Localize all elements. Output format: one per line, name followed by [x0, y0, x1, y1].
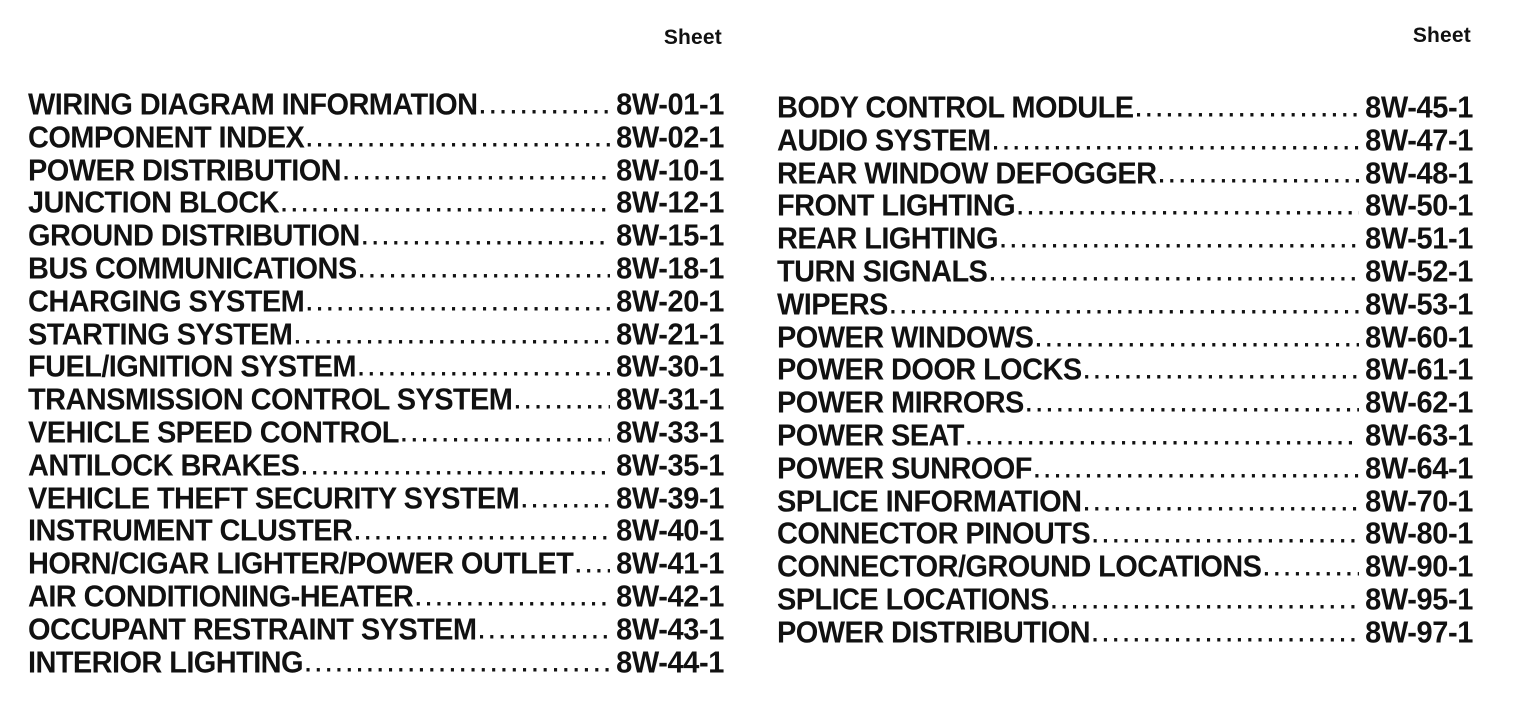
dot-leader	[306, 286, 610, 319]
dot-leader	[1026, 387, 1359, 420]
entry-title: BUS COMMUNICATIONS	[28, 252, 357, 286]
entry-title: INTERIOR LIGHTING	[28, 645, 303, 680]
dot-leader	[1263, 551, 1359, 584]
entry-sheet-number: 8W-48-1	[1365, 156, 1473, 191]
entry-title: OCCUPANT RESTRAINT SYSTEM	[28, 612, 477, 647]
index-entry[interactable]	[28, 482, 724, 516]
index-entry[interactable]	[28, 351, 724, 385]
dot-leader	[1092, 519, 1359, 552]
dot-leader	[478, 614, 610, 647]
index-entry[interactable]	[28, 187, 724, 221]
entry-title: CONNECTOR PINOUTS	[777, 517, 1091, 552]
entry-sheet-number: 8W-62-1	[1365, 386, 1473, 420]
entry-title: TURN SIGNALS	[777, 255, 988, 289]
index-entry[interactable]	[28, 285, 724, 319]
sheet-column-header: Sheet	[663, 26, 722, 49]
dot-leader	[993, 125, 1360, 158]
index-entry[interactable]	[28, 121, 724, 155]
entry-sheet-number: 8W-47-1	[1365, 123, 1473, 158]
index-entry[interactable]	[777, 354, 1473, 388]
dot-leader	[890, 289, 1359, 322]
entry-sheet-number: 8W-40-1	[616, 514, 724, 549]
entry-sheet-number: 8W-02-1	[616, 120, 724, 155]
entry-title: JUNCTION BLOCK	[28, 186, 279, 221]
entry-sheet-number: 8W-10-1	[616, 153, 724, 188]
entry-title: VEHICLE SPEED CONTROL	[28, 416, 399, 450]
dot-leader	[359, 253, 611, 286]
entry-sheet-number: 8W-45-1	[1365, 91, 1473, 125]
sheet-column-header: Sheet	[1412, 24, 1471, 47]
entry-sheet-number: 8W-53-1	[1365, 287, 1473, 322]
entry-title: TRANSMISSION CONTROL SYSTEM	[28, 383, 513, 417]
index-entry[interactable]	[777, 288, 1473, 322]
dot-leader	[989, 256, 1359, 289]
entry-title: VEHICLE THEFT SECURITY SYSTEM	[28, 481, 520, 516]
dot-leader	[1083, 486, 1359, 519]
index-entry[interactable]	[777, 222, 1473, 256]
dot-leader	[306, 122, 610, 155]
entry-title: CHARGING SYSTEM	[28, 284, 305, 319]
entry-sheet-number: 8W-44-1	[616, 645, 724, 680]
index-entry[interactable]	[28, 383, 724, 417]
entry-title: POWER DOOR LOCKS	[777, 353, 1082, 388]
dot-leader	[1035, 322, 1359, 355]
dot-leader	[1017, 191, 1359, 224]
entry-sheet-number: 8W-31-1	[616, 383, 724, 417]
entry-title: WIRING DIAGRAM INFORMATION	[28, 88, 478, 122]
index-entry[interactable]	[28, 154, 724, 188]
entry-sheet-number: 8W-42-1	[616, 580, 724, 614]
dot-leader	[479, 89, 610, 122]
index-entry[interactable]	[28, 318, 724, 352]
index-entry[interactable]	[28, 515, 724, 549]
dot-leader	[354, 516, 610, 549]
dot-leader	[305, 647, 610, 680]
entry-title: CONNECTOR/GROUND LOCATIONS	[777, 550, 1262, 584]
index-entry[interactable]	[777, 550, 1473, 584]
entry-title: WIPERS	[777, 287, 888, 322]
entry-title: AIR CONDITIONING-HEATER	[28, 580, 414, 614]
entry-sheet-number: 8W-15-1	[616, 219, 724, 253]
entry-sheet-number: 8W-60-1	[1365, 320, 1473, 355]
index-list	[777, 92, 1473, 650]
index-entry[interactable]	[28, 646, 724, 680]
dot-leader	[1051, 584, 1359, 617]
dot-leader	[401, 417, 610, 450]
index-entry[interactable]	[28, 252, 724, 286]
entry-title: FRONT LIGHTING	[777, 189, 1016, 224]
index-entry[interactable]	[777, 124, 1473, 158]
dot-leader	[415, 581, 610, 614]
index-entry[interactable]	[777, 157, 1473, 191]
entry-sheet-number: 8W-80-1	[1365, 517, 1473, 552]
index-entry[interactable]	[777, 321, 1473, 355]
entry-sheet-number: 8W-95-1	[1365, 583, 1473, 617]
dot-leader	[1159, 158, 1360, 191]
entry-title: ANTILOCK BRAKES	[28, 448, 300, 483]
entry-sheet-number: 8W-18-1	[616, 252, 724, 286]
entry-title: POWER WINDOWS	[777, 320, 1034, 355]
entry-sheet-number: 8W-51-1	[1365, 222, 1473, 256]
dot-leader	[1084, 355, 1360, 388]
entry-sheet-number: 8W-97-1	[1365, 615, 1473, 650]
entry-title: BODY CONTROL MODULE	[777, 91, 1134, 125]
dot-leader	[294, 319, 610, 352]
dot-leader	[521, 483, 610, 516]
dot-leader	[362, 220, 610, 253]
dot-leader	[281, 188, 610, 221]
dot-leader	[1034, 453, 1359, 486]
entry-title: POWER SEAT	[777, 419, 964, 453]
dot-leader	[966, 420, 1359, 453]
index-entry[interactable]	[777, 419, 1473, 453]
entry-sheet-number: 8W-50-1	[1365, 189, 1473, 224]
entry-sheet-number: 8W-52-1	[1365, 255, 1473, 289]
index-list	[28, 89, 724, 679]
entry-sheet-number: 8W-21-1	[616, 317, 724, 352]
index-entry[interactable]	[777, 518, 1473, 552]
index-entry[interactable]	[28, 547, 724, 581]
entry-title: SPLICE LOCATIONS	[777, 583, 1049, 617]
entry-title: POWER SUNROOF	[777, 451, 1032, 486]
entry-title: FUEL/IGNITION SYSTEM	[28, 350, 356, 385]
index-entry[interactable]	[28, 219, 724, 253]
entry-title: AUDIO SYSTEM	[777, 123, 991, 158]
index-entry[interactable]	[28, 449, 724, 483]
entry-sheet-number: 8W-12-1	[616, 186, 724, 221]
entry-title: POWER MIRRORS	[777, 386, 1024, 420]
entry-title: GROUND DISTRIBUTION	[28, 219, 360, 253]
dot-leader	[1092, 617, 1359, 650]
index-entry[interactable]	[28, 416, 724, 450]
index-entry[interactable]	[28, 613, 724, 647]
dot-leader	[358, 352, 610, 385]
entry-sheet-number: 8W-41-1	[616, 547, 724, 581]
entry-sheet-number: 8W-01-1	[616, 88, 724, 122]
entry-sheet-number: 8W-43-1	[616, 612, 724, 647]
entry-sheet-number: 8W-20-1	[616, 284, 724, 319]
index-entry[interactable]	[777, 583, 1473, 617]
index-entry[interactable]	[777, 255, 1473, 289]
index-entry[interactable]	[777, 190, 1473, 224]
entry-sheet-number: 8W-61-1	[1365, 353, 1473, 388]
index-entry[interactable]	[28, 580, 724, 614]
dot-leader	[1135, 92, 1359, 125]
dot-leader	[301, 450, 610, 483]
entry-sheet-number: 8W-30-1	[616, 350, 724, 385]
entry-sheet-number: 8W-70-1	[1365, 484, 1473, 519]
index-entry[interactable]	[777, 616, 1473, 650]
index-entry[interactable]	[777, 91, 1473, 125]
dot-leader	[343, 155, 610, 188]
entry-title: POWER DISTRIBUTION	[28, 153, 342, 188]
entry-title: REAR WINDOW DEFOGGER	[777, 156, 1157, 191]
entry-title: SPLICE INFORMATION	[777, 484, 1082, 519]
dot-leader	[514, 384, 610, 417]
index-entry[interactable]	[777, 485, 1473, 519]
index-entry[interactable]	[28, 88, 724, 122]
entry-title: STARTING SYSTEM	[28, 317, 293, 352]
entry-title: REAR LIGHTING	[777, 222, 998, 256]
entry-sheet-number: 8W-33-1	[616, 416, 724, 450]
entry-sheet-number: 8W-64-1	[1365, 451, 1473, 486]
index-entry[interactable]	[777, 452, 1473, 486]
entry-title: INSTRUMENT CLUSTER	[28, 514, 353, 549]
index-entry[interactable]	[777, 386, 1473, 420]
entry-sheet-number: 8W-39-1	[616, 481, 724, 516]
dot-leader	[1000, 223, 1359, 256]
entry-title: HORN/CIGAR LIGHTER/POWER OUTLET	[28, 547, 574, 581]
dot-leader	[575, 548, 610, 581]
entry-sheet-number: 8W-35-1	[616, 448, 724, 483]
entry-title: COMPONENT INDEX	[28, 120, 305, 155]
entry-sheet-number: 8W-63-1	[1365, 419, 1473, 453]
entry-title: POWER DISTRIBUTION	[777, 615, 1091, 650]
entry-sheet-number: 8W-90-1	[1365, 550, 1473, 584]
